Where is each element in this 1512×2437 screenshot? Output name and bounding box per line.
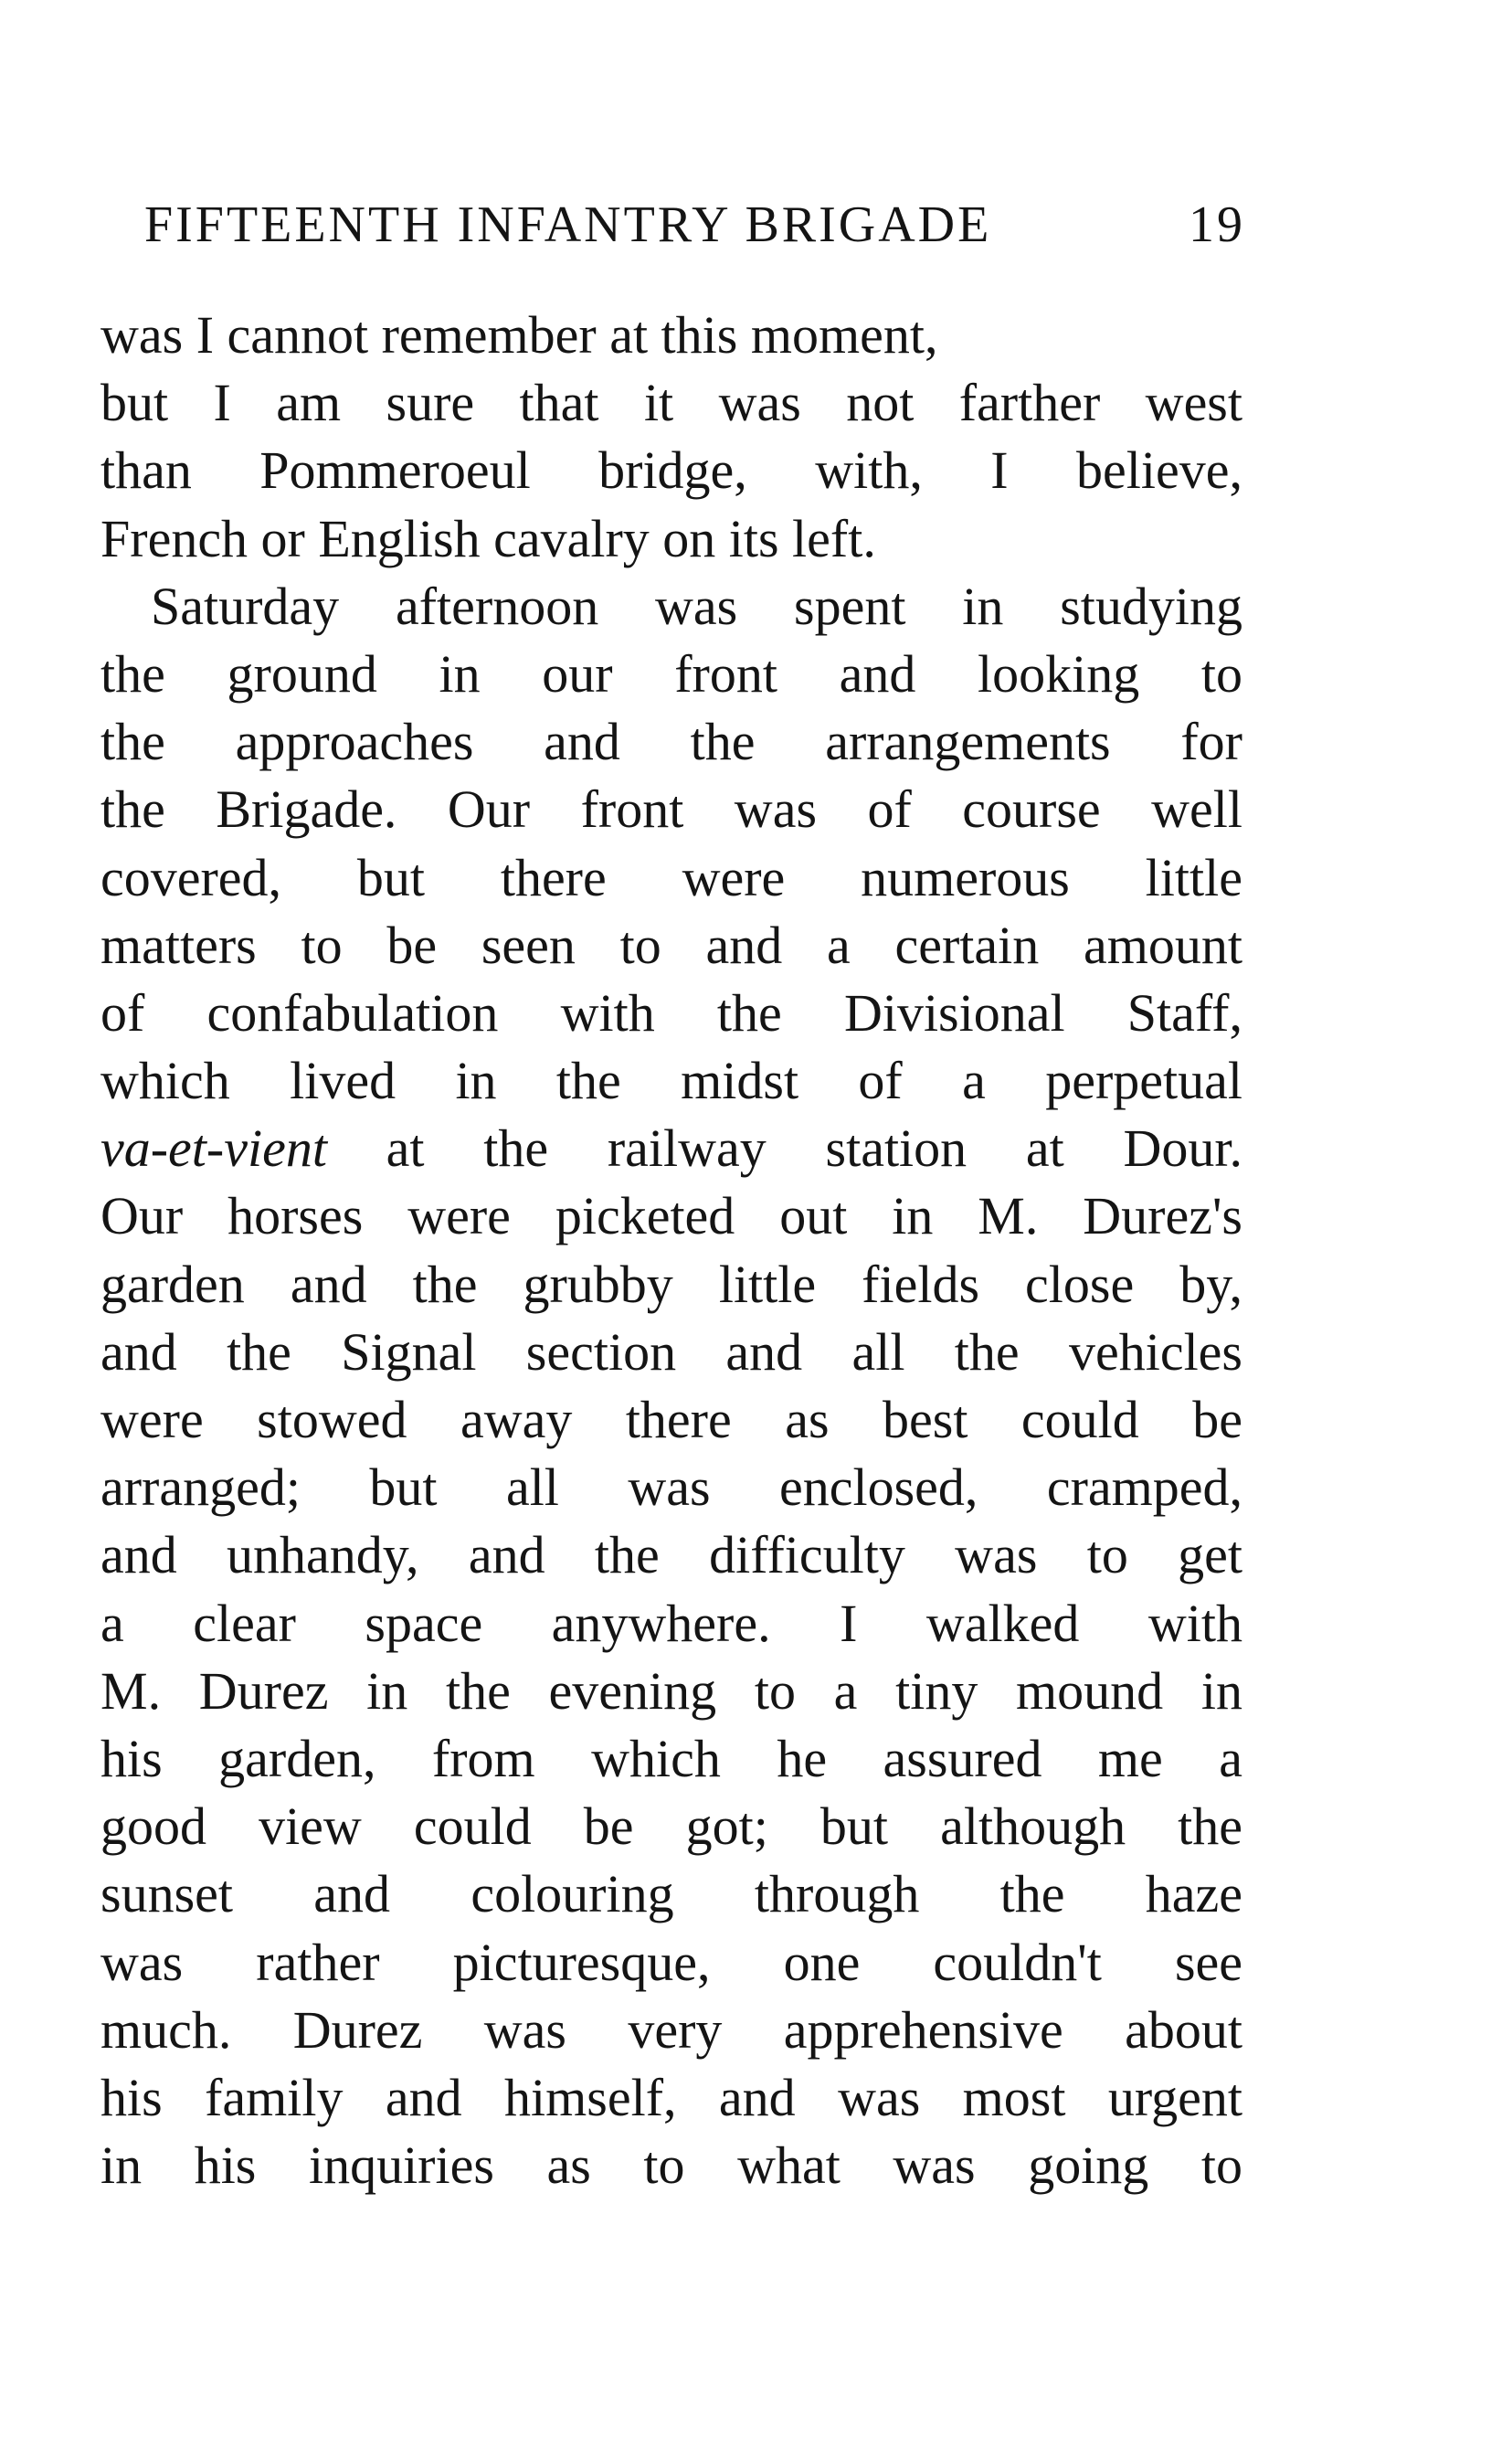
- text-line: his family and himself, and was most urgent: [100, 2067, 1242, 2127]
- running-head: [144, 188, 1245, 261]
- text-line: M. Durez in the evening to a tiny mound in: [100, 1660, 1242, 1721]
- text-line: Saturday afternoon was spent in studying: [151, 576, 1242, 636]
- text-line: much. Durez was very apprehensive about: [100, 1999, 1242, 2060]
- text-line: a clear space anywhere. I walked with: [100, 1593, 1242, 1653]
- text-line: garden and the grubby little fields close by,: [100, 1254, 1242, 1314]
- page-number: 19: [1189, 196, 1245, 253]
- text-line-rest: at the railway station at Dour.: [326, 1118, 1242, 1179]
- text-line: of confabulation with the Divisional Staff,: [100, 982, 1242, 1043]
- text-line: covered, but there were numerous little: [100, 847, 1242, 907]
- body-text: [100, 302, 1242, 2199]
- text-line: than Pommeroeul bridge, with, I believe,: [100, 440, 1242, 501]
- text-line: his garden, from which he assured me a: [100, 1728, 1242, 1788]
- text-line: and unhandy, and the difficulty was to get: [100, 1525, 1242, 1585]
- text-line: was rather picturesque, one couldn't see: [100, 1932, 1242, 1992]
- text-line: sunset and colouring through the haze: [100, 1864, 1242, 1924]
- text-line: and the Signal section and all the vehicles: [100, 1321, 1242, 1382]
- text-line: Our horses were picketed out in M. Durez's: [100, 1186, 1242, 1246]
- text-line: [100, 1115, 1242, 1182]
- text-line: matters to be seen to and a certain amount: [100, 915, 1242, 975]
- text-line: French or English cavalry on its left.: [100, 508, 876, 568]
- text-line: the Brigade. Our front was of course well: [100, 779, 1242, 840]
- text-line: were stowed away there as best could be: [100, 1390, 1242, 1449]
- text-line: good view could be got; but although the: [100, 1796, 1242, 1857]
- text-line: but I am sure that it was not farther west: [100, 373, 1242, 433]
- text-line: in his inquiries as to what was going to: [100, 2135, 1242, 2196]
- text-line: which lived in the midst of a perpetual: [100, 1051, 1242, 1111]
- text-line: arranged; but all was enclosed, cramped,: [100, 1457, 1242, 1518]
- italic-phrase: va-et-vient: [100, 1118, 327, 1179]
- running-head-title: FIFTEENTH INFANTRY BRIGADE: [144, 196, 992, 253]
- text-line: the approaches and the arrangements for: [100, 712, 1242, 772]
- text-line: the ground in our front and looking to: [100, 643, 1242, 704]
- text-line: was I cannot remember at this moment,: [100, 305, 938, 365]
